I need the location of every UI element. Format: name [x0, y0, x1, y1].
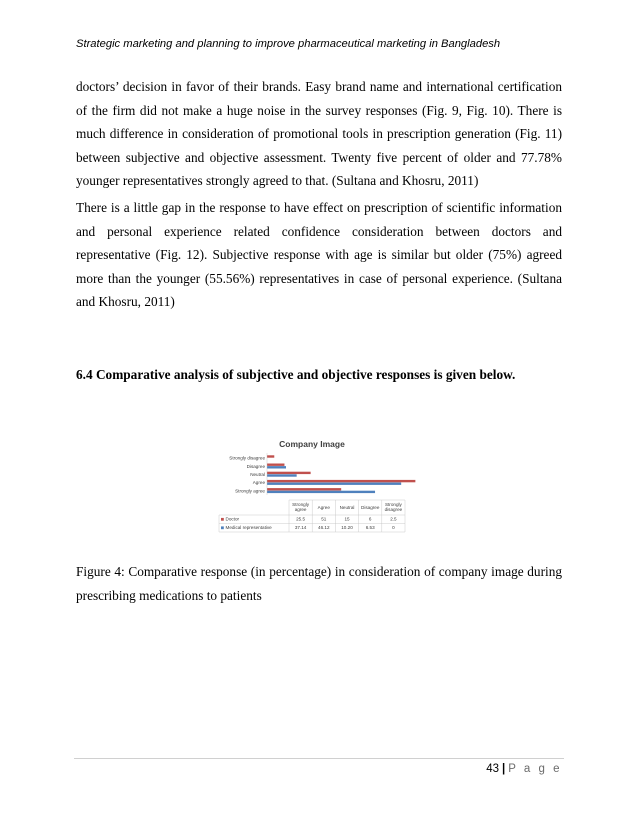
page-number: 43 — [486, 763, 500, 775]
table-header-cell: Agree — [317, 505, 330, 510]
category-label: Neutral — [250, 472, 265, 477]
footer-divider — [74, 758, 564, 759]
running-header: Strategic marketing and planning to improve pharmaceutical marketing in Bangladesh — [76, 38, 501, 50]
body-paragraph-1: doctors’ decision in favor of their brands. Easy brand name and international certification of the firm did not make a huge noise in the survey responses (Fig. 9, Fig. 10). There is much difference in consideration of promotional tools in prescription generation (Fig. 11) between subjective and objective assessment. Twenty five percent of older and 77.78% younger representatives strongly agreed to that. (Sultana and Khosru, 2011) — [76, 79, 562, 189]
page-footer — [486, 763, 562, 775]
bar-medical-representative — [267, 483, 401, 485]
table-value-cell: 0 — [392, 525, 395, 531]
table-value-cell: 2.5 — [390, 516, 397, 522]
table-value-cell: 6.53 — [365, 525, 375, 531]
legend-key-doctor — [221, 518, 224, 521]
bar-doctor — [267, 480, 415, 482]
legend-series-name: Medical representative — [225, 525, 272, 531]
bar-doctor — [267, 488, 341, 490]
table-value-cell: 46.12 — [318, 525, 330, 531]
table-header-cell: Neutral — [339, 505, 355, 510]
table-value-cell: 25.5 — [296, 516, 306, 522]
chart-title: Company Image — [279, 439, 345, 449]
figure-caption: Figure 4: Comparative response (in percentage) in consideration of company image during prescribing medications to patients — [76, 564, 562, 603]
bar-medical-representative — [267, 474, 297, 476]
table-value-cell: 6 — [368, 516, 372, 522]
bar-medical-representative — [267, 466, 286, 468]
table-header-cell: Disagree — [361, 505, 380, 510]
legend-series-name: Doctor — [225, 516, 240, 522]
table-value-cell: 37.14 — [294, 525, 307, 531]
category-label: Strongly disagree — [229, 455, 265, 461]
legend-key-medical-representative — [221, 526, 224, 529]
table-value-cell: 15 — [344, 516, 350, 522]
category-label: Disagree — [246, 463, 265, 469]
table-header-cell: Strongly disagree — [384, 502, 403, 513]
bar-doctor — [267, 455, 274, 457]
company-image-chart — [217, 434, 420, 542]
bar-doctor — [267, 472, 311, 474]
page-label: P a g e — [508, 763, 562, 775]
body-paragraph-2: There is a little gap in the response to have effect on prescription of scientific information and personal experience related confidence consideration between doctors and representative (Fig. 12). Subjective response with age is similar but older (75%) agreed more than the younger (55.56%) representatives in case of personal experience. (Sultana and Khosru, 2011) — [76, 200, 562, 310]
table-value-cell: 10.20 — [341, 525, 353, 531]
bar-doctor — [267, 464, 284, 466]
bar-medical-representative — [267, 491, 375, 493]
section-heading: 6.4 Comparative analysis of subjective and objective responses is given below. — [76, 367, 516, 382]
category-label: Agree — [252, 480, 265, 486]
category-label: Strongly agree — [235, 488, 265, 494]
table-header-cell: Strongly agree — [292, 502, 310, 513]
table-value-cell: 51 — [321, 516, 327, 522]
footer-separator: | — [502, 763, 506, 775]
